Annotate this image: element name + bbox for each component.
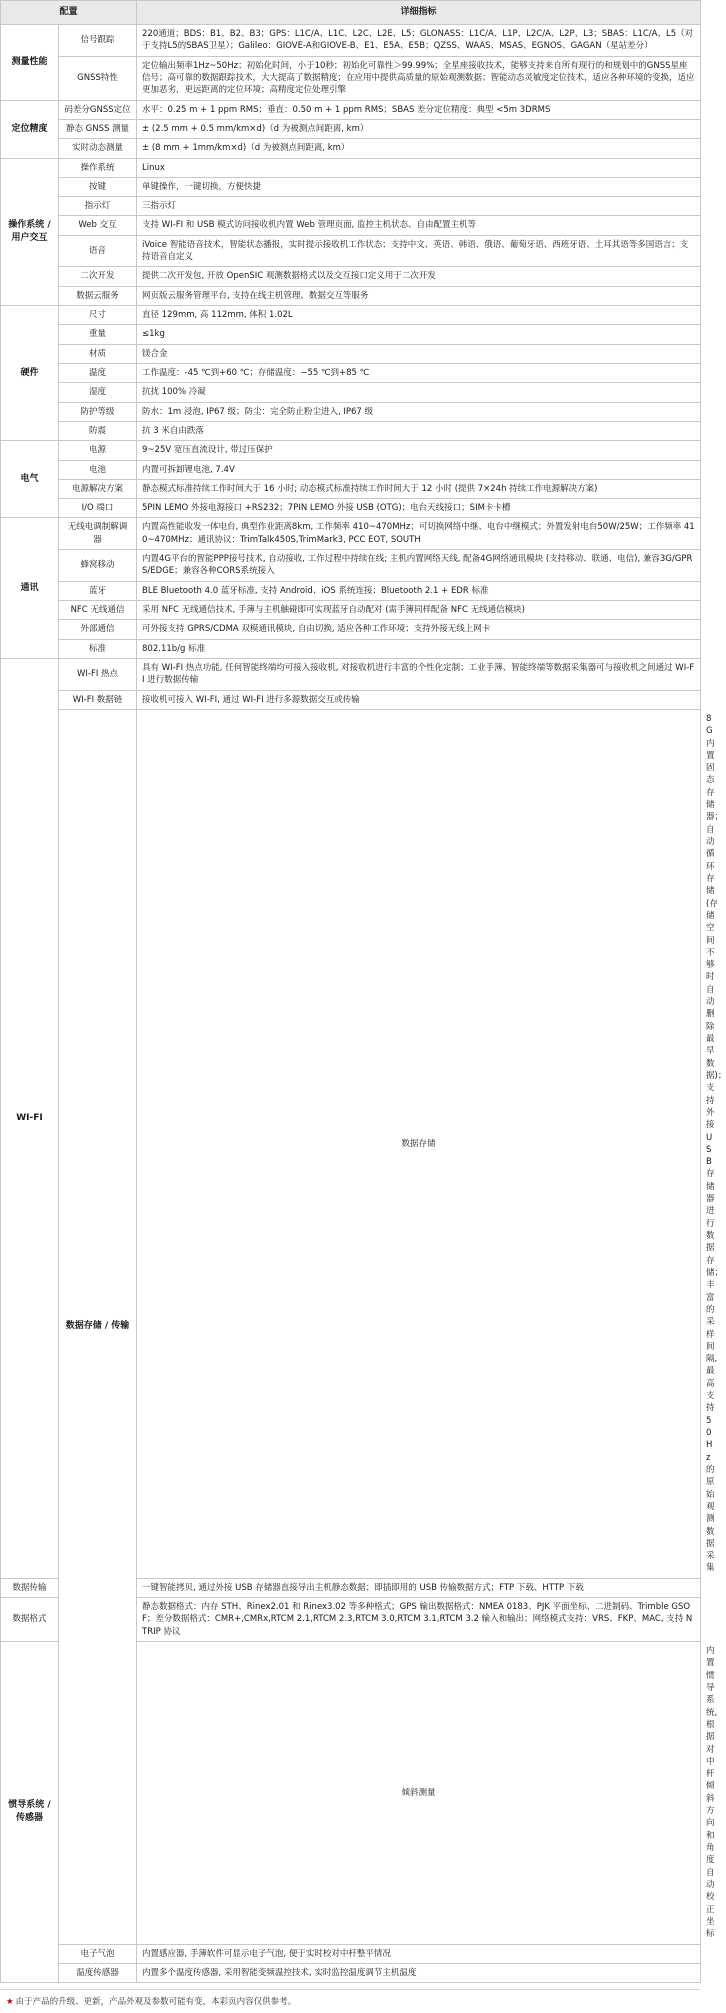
spec-name: 静态 GNSS 测量 (59, 119, 137, 138)
spec-name: 语音 (59, 235, 137, 267)
spec-value: 静态模式标准持续工作时间大于 16 小时; 动态模式标准持续工作时间大于 12 小时 (提供 7×24h 持续工作电源解决方案) (137, 479, 701, 498)
spec-name: 防震 (59, 421, 137, 440)
spec-name: 码差分GNSS定位 (59, 100, 137, 119)
table-row (1, 158, 701, 177)
spec-value: 内置感应器, 手簿软件可显示电子气泡, 便于实时校对中杆整平情况 (137, 1944, 701, 1963)
spec-name: 温度传感器 (59, 1963, 137, 1982)
table-row (1, 267, 701, 286)
spec-value: 802.11b/g 标准 (137, 639, 701, 658)
table-row (1, 550, 701, 582)
spec-name: 指示灯 (59, 197, 137, 216)
table-row (1, 479, 701, 498)
spec-name: 电源 (59, 441, 137, 460)
spec-value: 内置4G平台的智能PPP接号技术, 自动接收, 工作过程中持续在线; 主机内置网络天线, 配备4G网络通讯模块 (支持移动、联通、电信), 兼容3G/GPRS/EDGE；兼容各种CORS系统接入 (137, 550, 701, 582)
table-header-row (1, 1, 701, 25)
table-row (1, 1963, 701, 1982)
table-row (1, 499, 701, 518)
spec-name: 外部通信 (59, 620, 137, 639)
group-label: 操作系统 / 用户交互 (1, 158, 59, 306)
spec-value: 具有 WI-FI 热点功能, 任何智能终端均可接入接收机, 对接收机进行丰富的个性化定制；工业手簿、智能终端等数据采集器可与接收机之间通过 WI-FI 进行数据传输 (137, 658, 701, 690)
spec-value: 镁合金 (137, 344, 701, 363)
footnote (0, 1989, 700, 2013)
spec-value: 单键操作，一键切换，方便快捷 (137, 177, 701, 196)
spec-value: ± (2.5 mm + 0.5 mm/km×d)（d 为被测点间距离, km） (137, 119, 701, 138)
spec-value: ± (8 mm + 1mm/km×d)（d 为被测点间距离, km） (137, 139, 701, 158)
table-row (1, 325, 701, 344)
spec-value: 接收机可接入 WI-FI, 通过 WI-FI 进行多源数据交互或传输 (137, 690, 701, 709)
group-label: 电气 (1, 441, 59, 518)
table-body (1, 25, 726, 1983)
footnote-star-icon: ★ (6, 1997, 14, 2008)
spec-name: NFC 无线通信 (59, 601, 137, 620)
group-label: 定位精度 (1, 100, 59, 158)
table-row (1, 216, 701, 235)
spec-value: Linux (137, 158, 701, 177)
spec-name: 数据传输 (1, 1578, 59, 1597)
spec-name: 电源解决方案 (59, 479, 137, 498)
table-row (1, 421, 701, 440)
table-row (1, 1944, 701, 1963)
spec-value: 5PIN LEMO 外接电源接口 +RS232；7PIN LEMO 外接 USB (OTG)；电台天线接口；SIM卡卡槽 (137, 499, 701, 518)
spec-name: GNSS特性 (59, 56, 137, 100)
spec-value: 采用 NFC 无线通信技术, 手簿与主机触碰即可实现蓝牙自动配对 (需手簿同样配备 NFC 无线通信模块) (137, 601, 701, 620)
spec-value: 支持 WI-FI 和 USB 模式访问接收机内置 Web 管理页面, 监控主机状态、自由配置主机等 (137, 216, 701, 235)
spec-name: 尺寸 (59, 306, 137, 325)
spec-name: 蜂窝移动 (59, 550, 137, 582)
spec-value: 网页版云服务管理平台, 支持在线主机管理、数据交互等服务 (137, 286, 701, 305)
spec-value: 防水：1m 浸泡, IP67 级；防尘：完全防止粉尘进入, IP67 级 (137, 402, 701, 421)
table-row (1, 100, 701, 119)
spec-name: 实时动态测量 (59, 139, 137, 158)
spec-name: 电子气泡 (59, 1944, 137, 1963)
table-row (1, 581, 701, 600)
table-row (1, 383, 701, 402)
table-header (1, 1, 701, 25)
spec-name: 湿度 (59, 383, 137, 402)
spec-name: 电池 (59, 460, 137, 479)
spec-name: 按键 (59, 177, 137, 196)
spec-value: 工作温度：-45 ℃到+60 ℃；存储温度：−55 ℃到+85 ℃ (137, 363, 701, 382)
spec-value: 抗扰 100% 冷凝 (137, 383, 701, 402)
table-row (1, 460, 701, 479)
table-row (1, 518, 701, 550)
group-label: 硬件 (1, 306, 59, 441)
spec-value: 可外接支持 GPRS/CDMA 双模通讯模块, 自由切换, 适应各种工作环境；支持外接无线上网卡 (137, 620, 701, 639)
spec-name: 数据云服务 (59, 286, 137, 305)
table-row (1, 658, 701, 690)
spec-name: Web 交互 (59, 216, 137, 235)
table-row (1, 639, 701, 658)
spec-value: 水平：0.25 m + 1 ppm RMS；垂直：0.50 m + 1 ppm RMS；SBAS 差分定位精度：典型 <5m 3DRMS (137, 100, 701, 119)
spec-value: 一键智能拷贝, 通过外接 USB 存储器直接导出主机静态数据；即插即用的 USB 传输数据方式；FTP 下载、HTTP 下载 (137, 1578, 701, 1597)
spec-value: 三指示灯 (137, 197, 701, 216)
group-label: 惯导系统 / 传感器 (1, 1642, 59, 1983)
table-row (1, 344, 701, 363)
table-row (1, 177, 701, 196)
spec-name: WI-FI 数据链 (59, 690, 137, 709)
spec-name: WI-FI 热点 (59, 658, 137, 690)
spec-value: ≤1kg (137, 325, 701, 344)
table-row (1, 25, 701, 57)
group-label: 通讯 (1, 518, 59, 659)
spec-name: 标准 (59, 639, 137, 658)
spec-name: 数据格式 (1, 1598, 59, 1642)
table-row (1, 286, 701, 305)
table-row (1, 306, 701, 325)
table-row (1, 690, 701, 709)
table-row: 数据存储 / 传输 数据存储 8G 内置固态存储器；自动循环存储 (存储空间不够时自动删除最早数据)；支持外接 USB 存储器进行数据存储；丰富的采样间隔, 最高支持50Hz 的原始观测数据采集 (1, 709, 701, 1578)
spec-name: 二次开发 (59, 267, 137, 286)
spec-value: 定位输出频率1Hz~50Hz；初始化时间，小于10秒；初始化可靠性＞99.99%；全星座接收技术，能够支持来自所有现行的和规划中的GNSS星座信号；高可靠的数据跟踪技术，大大提高了数据精度；在应用中提供高质量的原始观测数据；智能动态灵敏度定位技术，适应各种环境的变换，适应更加恶劣，更远距离的定位环境；高精度定位处理引擎 (137, 56, 701, 100)
table-row (1, 363, 701, 382)
spec-value: 内置高性能收发一体电台, 典型作业距离8km, 工作频率 410~470MHz；可切换网络中继、电台中继模式；外置发射电台50W/25W；工作频率 410~470MHz；通讯协议：TrimTalk450S,TrimMark3, PCC EOT, SOUTH (137, 518, 701, 550)
spec-name: 重量 (59, 325, 137, 344)
spec-value: 直径 129mm, 高 112mm, 体积 1.02L (137, 306, 701, 325)
group-label: 测量性能 (1, 25, 59, 101)
spec-value: 内置多个温度传感器, 采用智能变频温控技术, 实时监控温度调节主机温度 (137, 1963, 701, 1982)
spec-value: 内置可拆卸锂电池, 7.4V (137, 460, 701, 479)
spec-name: 无线电调制解调器 (59, 518, 137, 550)
spec-value: 220通道；BDS：B1、B2、B3；GPS：L1C/A、L1C、L2C、L2E、L5；GLONASS：L1C/A、L1P、L2C/A、L2P、L3；SBAS：L1C/A、L5（对于支持L5的SBAS卫星）；Galileo：GIOVE-A和GIOVE-B、E1、E5A、E5B；QZSS、WAAS、MSAS、EGNOS、GAGAN（星站差分） (137, 25, 701, 57)
spec-value: BLE Bluetooth 4.0 蓝牙标准, 支持 Android、iOS 系统连接；Bluetooth 2.1 + EDR 标准 (137, 581, 701, 600)
table-row (1, 601, 701, 620)
spec-value: 静态数据格式：内存 STH、Rinex2.01 和 Rinex3.02 等多种格式；GPS 输出数据格式：NMEA 0183、PJK 平面坐标、二进制码、Trimble GSOF；差分数据格式：CMR+,CMRx,RTCM 2.1,RTCM 2.3,RTCM 3.0,RTCM 3.1,RTCM 3.2 输入和输出；网络模式支持：VRS、FKP、MAC, 支持 NTRIP 协议 (137, 1598, 701, 1642)
spec-value: 提供二次开发包, 开放 OpenSIC 观测数据格式以及交互接口定义用于二次开发 (137, 267, 701, 286)
table-row: 惯导系统 / 传感器 倾斜测量 内置惯导系统, 根据对中杆倾斜方向和角度自动校正坐标 (1, 1642, 701, 1945)
spec-name: 数据存储 (137, 709, 701, 1578)
spec-name: 防护等级 (59, 402, 137, 421)
table-row (1, 56, 701, 100)
spec-name: I/O 端口 (59, 499, 137, 518)
spec-name: 倾斜测量 (137, 1642, 701, 1945)
table-row (1, 139, 701, 158)
table-row (1, 402, 701, 421)
spec-value: 抗 3 米自由跌落 (137, 421, 701, 440)
column-header-details: 详细指标 (137, 1, 701, 25)
spec-value: iVoice 智能语音技术，智能状态播报，实时提示接收机工作状态；支持中文、英语、韩语、俄语、葡萄牙语、西班牙语、土耳其语等多国语言；支持语音自定义 (137, 235, 701, 267)
column-header-config: 配置 (1, 1, 137, 25)
footnote-text: 由于产品的升级、更新，产品外观及参数可能有变，本彩页内容仅供参考。 (15, 1997, 297, 2008)
spec-name: 操作系统 (59, 158, 137, 177)
spec-name: 蓝牙 (59, 581, 137, 600)
table-row (1, 197, 701, 216)
spec-name: 材质 (59, 344, 137, 363)
table-row (1, 235, 701, 267)
table-row (1, 119, 701, 138)
spec-name: 温度 (59, 363, 137, 382)
group-label: WI-FI (1, 658, 59, 1578)
spec-name: 信号跟踪 (59, 25, 137, 57)
table-row (1, 620, 701, 639)
group-label: 数据存储 / 传输 (59, 709, 137, 1944)
table-row (1, 441, 701, 460)
spec-value: 9~25V 宽压直流设计, 带过压保护 (137, 441, 701, 460)
